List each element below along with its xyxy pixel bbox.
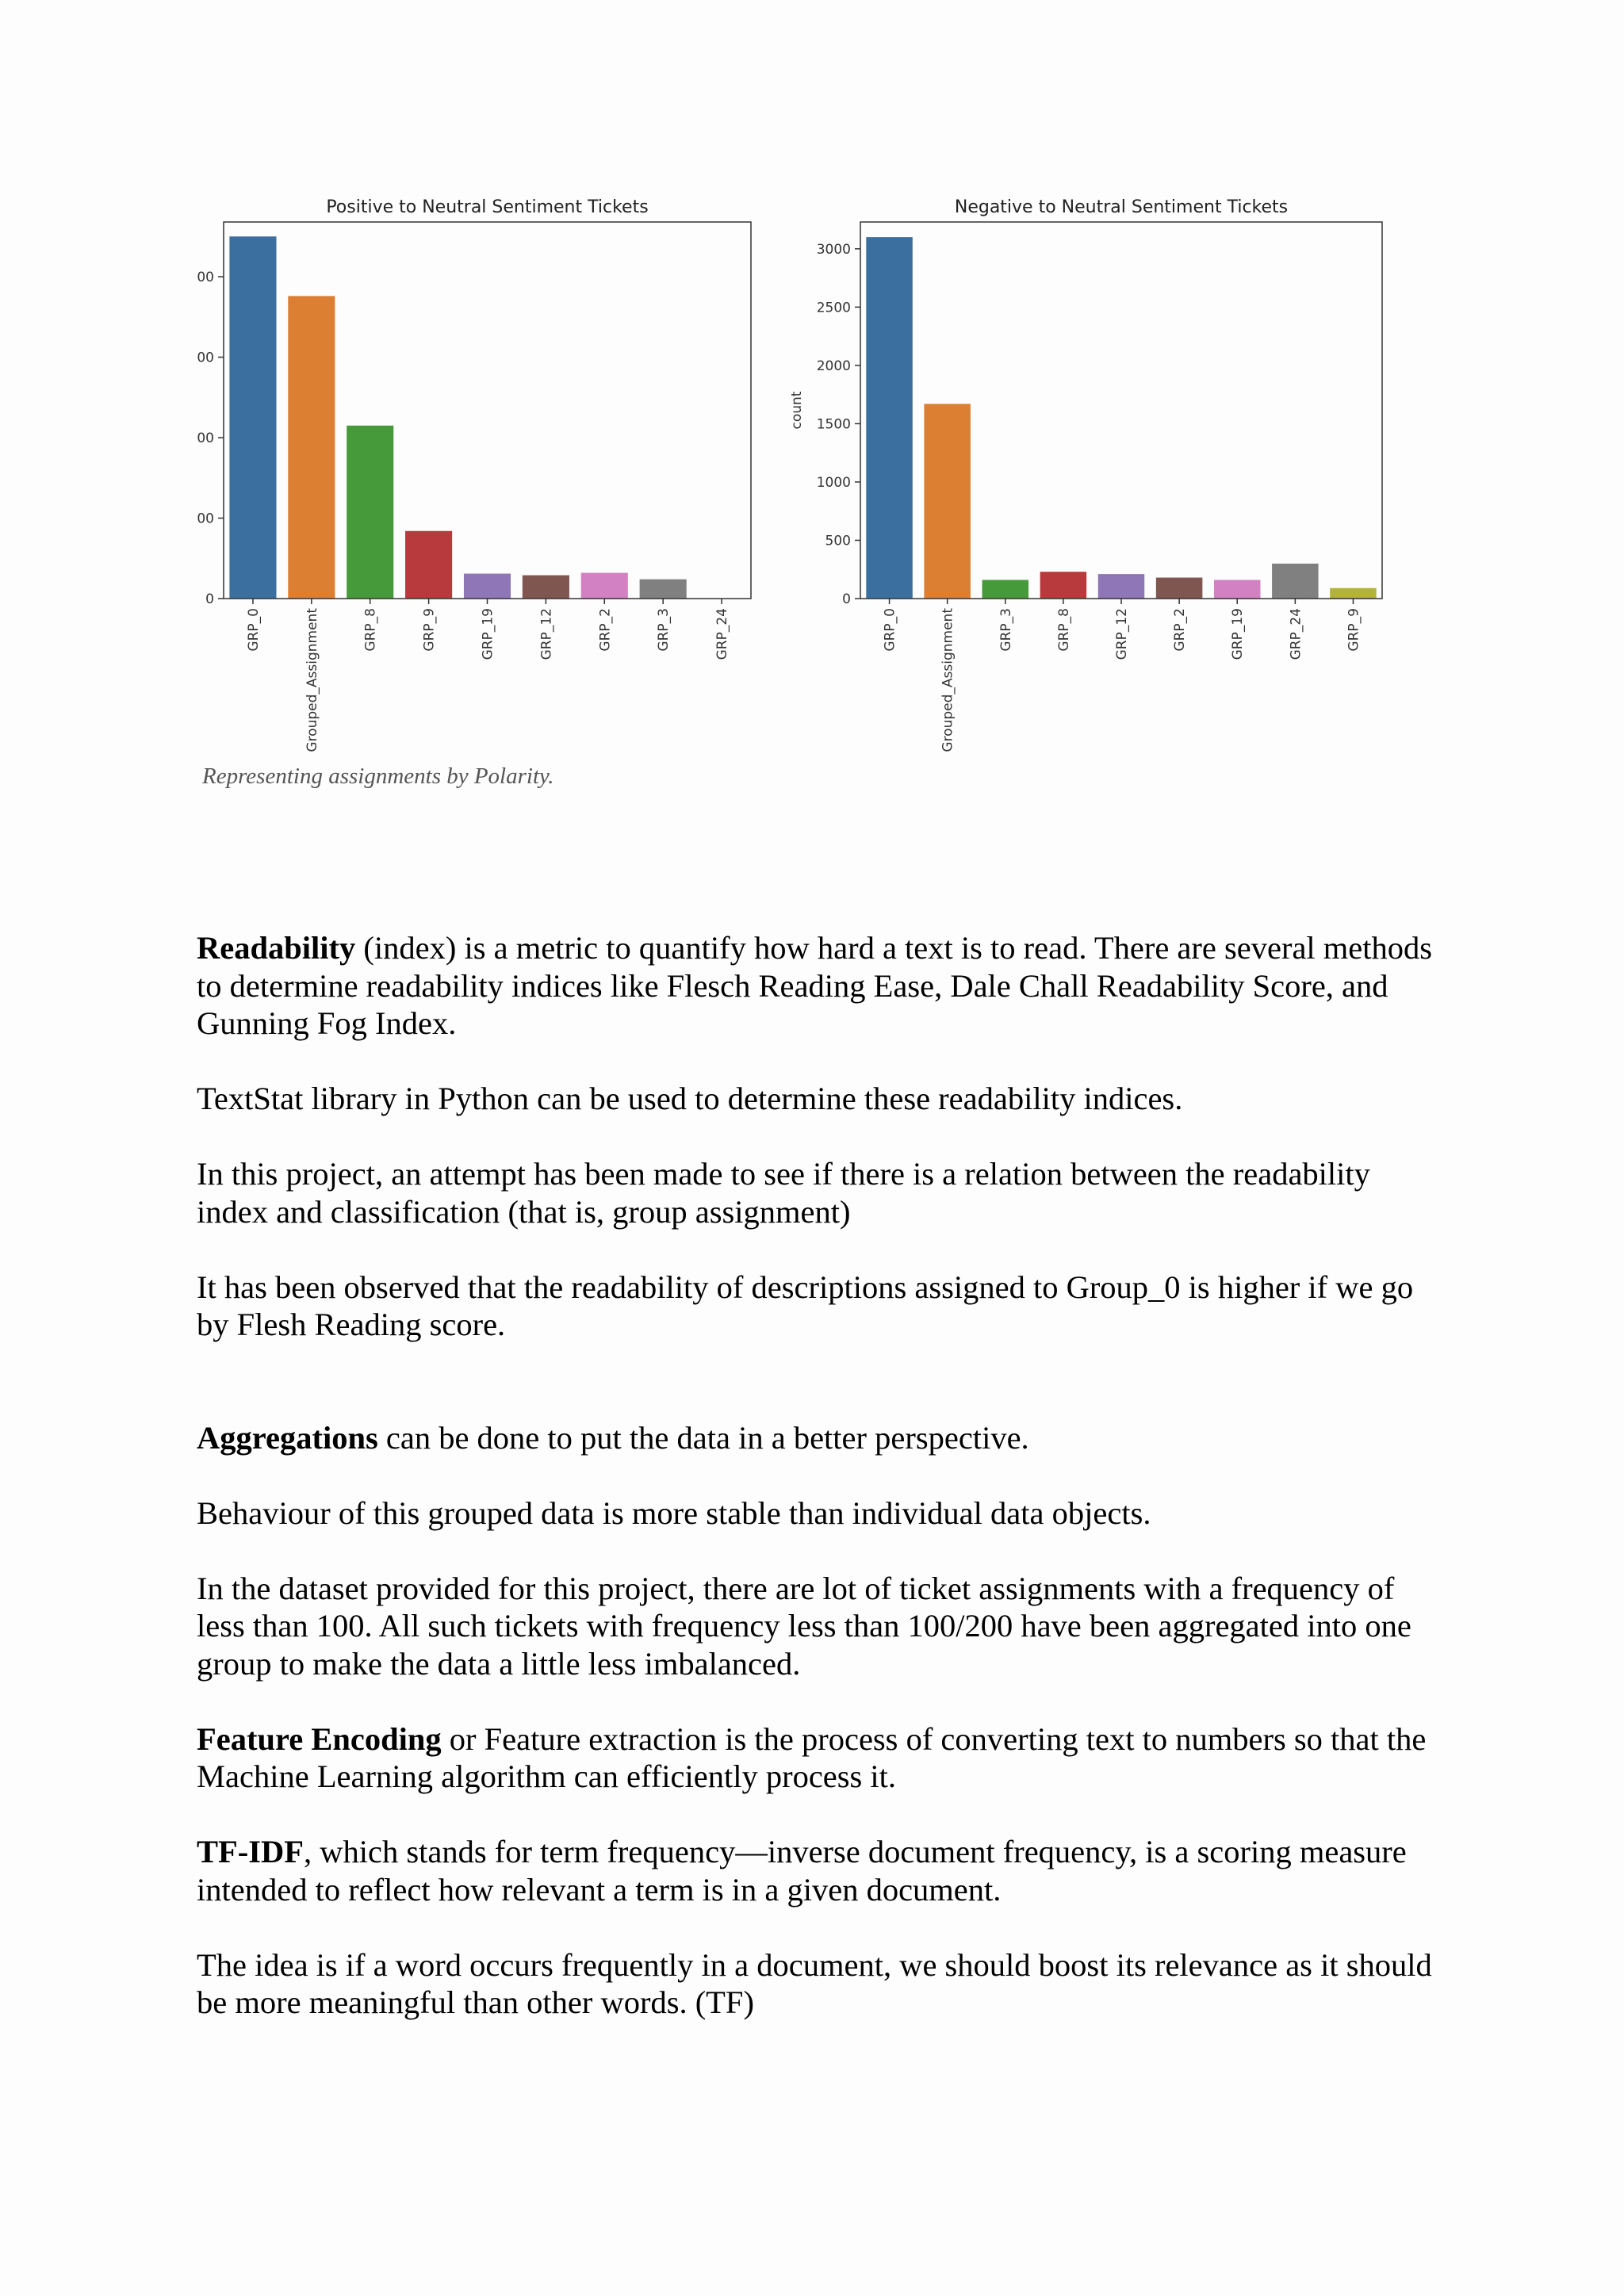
chart-title: Positive to Neutral Sentiment Tickets [326, 197, 649, 217]
dataset-paragraph: In the dataset provided for this project, there are lot of ticket assignments with a frequency of less than 100. All such tickets with frequency less than 100/200 have been aggregated into one group to make the data a little less imbalanced. [197, 1570, 1411, 1682]
document-body [197, 929, 1434, 2022]
x-tick-label: Grouped_Assignment [940, 608, 956, 752]
y-tick-label: 00 [197, 511, 214, 527]
x-tick-label: GRP_2 [597, 608, 614, 652]
x-tick-label: GRP_3 [656, 608, 672, 652]
chart-positive-sentiment [186, 190, 769, 761]
y-tick-label: 0 [842, 591, 851, 607]
aggregations-paragraph [197, 1419, 1434, 1457]
x-tick-label: GRP_19 [1230, 608, 1247, 660]
chart-svg [186, 190, 769, 761]
y-tick-label: 500 [825, 533, 851, 549]
chart-svg [781, 190, 1400, 761]
aggregations-term: Aggregations [197, 1419, 378, 1456]
x-tick-label: GRP_9 [1346, 608, 1362, 652]
bar-grp_8 [347, 426, 393, 599]
tfidf-term: TF-IDF [197, 1834, 304, 1869]
chart-negative-sentiment [781, 190, 1400, 761]
bar-grp_19 [464, 574, 511, 599]
y-tick-label: 0 [205, 591, 214, 607]
y-tick-label: 1500 [816, 416, 851, 433]
x-tick-label: GRP_12 [538, 608, 555, 660]
bar-grp_12 [1098, 574, 1144, 599]
chart-title: Negative to Neutral Sentiment Tickets [954, 197, 1289, 217]
readability-term: Readability [197, 930, 356, 966]
idea-paragraph: The idea is if a word occurs frequently in a document, we should boost its relevance as it should be more meaningful than other words. (TF) [197, 1946, 1432, 2020]
bar-grp_9 [1330, 588, 1376, 599]
bar-grouped_assignment [924, 404, 970, 599]
y-tick-label: 1000 [816, 474, 851, 491]
x-tick-label: GRP_0 [245, 608, 262, 652]
feature-encoding-paragraph [197, 1720, 1434, 1796]
bar-grp_9 [405, 531, 452, 599]
readability-paragraph [197, 929, 1434, 1043]
y-tick-label: 00 [197, 270, 214, 286]
attempt-paragraph: In this project, an attempt has been made to see if there is a relation between the readability index and classification (that is, group assignment) [197, 1156, 1370, 1230]
feature-encoding-term: Feature Encoding [197, 1720, 442, 1757]
bar-grp_12 [523, 576, 569, 599]
y-tick-label: 00 [197, 430, 214, 447]
y-tick-label: 2500 [816, 300, 851, 316]
bar-grouped_assignment [288, 296, 335, 599]
x-tick-label: GRP_9 [421, 608, 438, 652]
x-tick-label: GRP_8 [362, 608, 379, 652]
x-tick-label: GRP_8 [1055, 608, 1072, 652]
bar-grp_8 [1040, 572, 1086, 599]
behaviour-paragraph: Behaviour of this grouped data is more stable than individual data objects. [197, 1494, 1151, 1531]
x-tick-label: Grouped_Assignment [304, 608, 320, 752]
bar-grp_3 [982, 580, 1028, 599]
aggregations-text: can be done to put the data in a better perspective. [377, 1419, 1029, 1456]
textstat-paragraph: TextStat library in Python can be used to determine these readability indices. [197, 1081, 1183, 1116]
bar-grp_2 [1156, 578, 1202, 599]
tfidf-paragraph [197, 1833, 1434, 1908]
bar-grp_19 [1214, 580, 1260, 599]
bar-grp_3 [640, 580, 687, 599]
bar-grp_0 [229, 236, 276, 599]
y-axis-label: count [789, 391, 805, 430]
y-tick-label: 3000 [816, 241, 851, 258]
x-tick-label: GRP_0 [882, 608, 898, 652]
x-tick-label: GRP_2 [1172, 608, 1189, 652]
x-tick-label: GRP_24 [714, 608, 731, 660]
feature-encoding-text: or Feature extraction is the process of converting text to numbers so that the Machine Learning algorithm can efficiently process it. [197, 1720, 1427, 1794]
x-tick-label: GRP_24 [1288, 608, 1304, 660]
observed-paragraph: It has been observed that the readability of descriptions assigned to Group_0 is higher if we go by Flesh Reading score. [197, 1269, 1414, 1342]
tfidf-text: , which stands for term frequency—inverse document frequency, is a scoring measure intended to reflect how relevant a term is in a given document. [197, 1834, 1407, 1908]
figure-caption: Representing assignments by Polarity. [202, 763, 554, 789]
y-tick-label: 2000 [816, 358, 851, 374]
readability-text: (index) is a metric to quantify how hard a text is to read. There are several methods to determine readability indices like Flesch Reading Ease, Dale Chall Readability Score, and Gunning Fog Index. [197, 930, 1433, 1041]
bar-grp_2 [581, 573, 628, 599]
y-tick-label: 00 [197, 350, 214, 366]
x-tick-label: GRP_19 [480, 608, 496, 660]
bar-grp_24 [1272, 564, 1318, 599]
x-tick-label: GRP_12 [1114, 608, 1130, 660]
bar-grp_0 [866, 237, 912, 599]
x-tick-label: GRP_3 [998, 608, 1014, 652]
